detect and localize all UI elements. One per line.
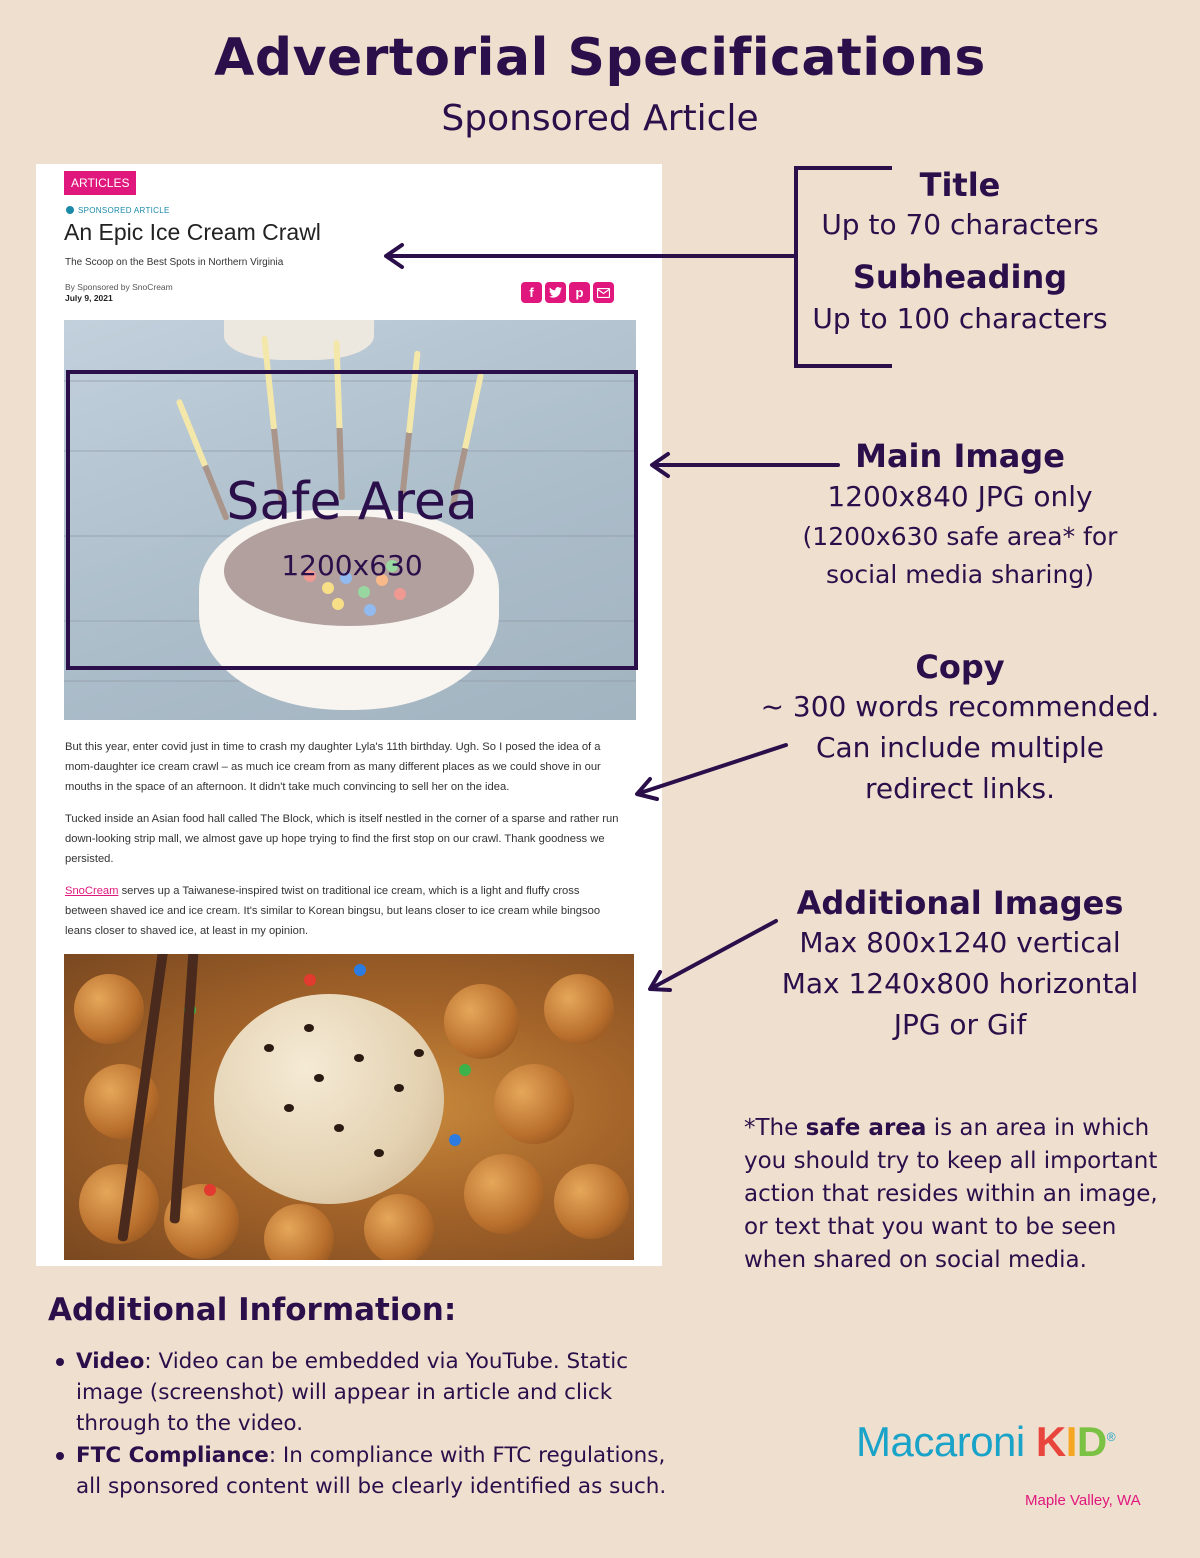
spec-subheading-head: Subheading xyxy=(852,258,1068,296)
spec-main-image-line: 1200x840 JPG only xyxy=(827,480,1093,513)
pinterest-icon[interactable]: p xyxy=(569,282,590,303)
spec-title-head: Title xyxy=(919,166,1001,204)
spec-additional-images-line: Max 800x1240 vertical xyxy=(799,926,1121,959)
spec-main-image-line: (1200x630 safe area* for xyxy=(802,522,1118,551)
safe-area-footnote xyxy=(744,1112,1164,1277)
bullet-video xyxy=(56,1346,676,1439)
spec-additional-images-line: Max 1240x800 horizontal xyxy=(781,967,1139,1000)
spec-subheading-text: Up to 100 characters xyxy=(812,302,1108,335)
logo-k: K xyxy=(1035,1418,1066,1465)
sponsored-label-text: SPONSORED ARTICLE xyxy=(78,206,170,215)
safe-area-label: Safe Area xyxy=(226,472,478,532)
logo-i: I xyxy=(1065,1418,1077,1465)
spec-copy-line: ~ 300 words recommended. xyxy=(760,690,1160,723)
page-title: Advertorial Specifications xyxy=(214,28,986,88)
article-title: An Epic Ice Cream Crawl xyxy=(64,219,321,245)
spec-main-image-head: Main Image xyxy=(855,437,1065,475)
spec-copy-line: redirect links. xyxy=(864,772,1056,805)
main-image-arrow-icon xyxy=(652,454,838,476)
title-arrow-icon xyxy=(386,245,794,267)
macaroni-kid-logo xyxy=(856,1418,1115,1466)
article-byline: By Sponsored by SnoCream xyxy=(65,282,173,292)
logo-kid-text xyxy=(1036,1418,1107,1465)
spec-main-image-line: social media sharing) xyxy=(826,560,1094,589)
footnote-prefix: *The xyxy=(744,1115,806,1141)
logo-text: Macaroni xyxy=(856,1418,1036,1465)
logo-location: Maple Valley, WA xyxy=(1025,1492,1141,1509)
additional-images-arrow-icon xyxy=(650,921,776,990)
article-date: July 9, 2021 xyxy=(65,293,113,303)
article-paragraph: But this year, enter covid just in time to crash my daughter Lyla's 11th birthday. Ugh. So I posed the idea of a mom-daughter ice cream crawl – as much ice cream from as many different places as we could shove in our mouths in the space of an afternoon. It didn't take much convincing to sell her on the idea. xyxy=(65,741,601,793)
copy-arrow-icon xyxy=(637,745,786,799)
page-subtitle: Sponsored Article xyxy=(441,98,759,139)
bullet-text: : Video can be embedded via YouTube. Static image (screenshot) will appear in article and click through to the video. xyxy=(76,1349,629,1436)
footnote-text: is an area in which you should try to keep all important action that resides within an image, or text that you want to be seen when shared on social media. xyxy=(744,1115,1158,1273)
bullet-ftc xyxy=(56,1440,676,1502)
spec-additional-images-head: Additional Images xyxy=(796,884,1124,922)
safe-area-size: 1200x630 xyxy=(281,549,423,582)
footnote-bold: safe area xyxy=(805,1115,927,1141)
additional-info-heading: Additional Information: xyxy=(48,1292,457,1328)
facebook-icon[interactable]: f xyxy=(521,282,542,303)
article-subheading: The Scoop on the Best Spots in Northern Virginia xyxy=(65,257,284,268)
snocream-link[interactable]: SnoCream xyxy=(65,885,119,897)
article-paragraph-text: serves up a Taiwanese-inspired twist on traditional ice cream, which is a light and fluffy cross between shaved ice and ice cream. It's similar to Korean bingsu, but leans closer to ice cream while bingsoo leans closer to shaved ice, at least in my opinion. xyxy=(65,885,601,937)
bullet-label: Video xyxy=(76,1349,145,1374)
logo-d: D xyxy=(1076,1418,1107,1465)
spec-copy-head: Copy xyxy=(915,648,1005,686)
article-paragraph: Tucked inside an Asian food hall called The Block, which is itself nestled in the corner of a sparse and rather run down-looking strip mall, we almost gave up hope trying to find the first stop on our crawl. Thank goodness we persisted. xyxy=(65,813,619,865)
bullet-text: : In compliance with FTC regulations, all sponsored content will be clearly identified as such. xyxy=(76,1443,667,1499)
spec-copy-line: Can include multiple xyxy=(815,731,1105,764)
bullet-label: FTC Compliance xyxy=(76,1443,269,1468)
logo-trademark: ® xyxy=(1106,1430,1116,1444)
articles-tag[interactable]: ARTICLES xyxy=(64,171,136,195)
spec-title-text: Up to 70 characters xyxy=(821,208,1099,241)
spec-additional-images-line: JPG or Gif xyxy=(893,1008,1027,1041)
